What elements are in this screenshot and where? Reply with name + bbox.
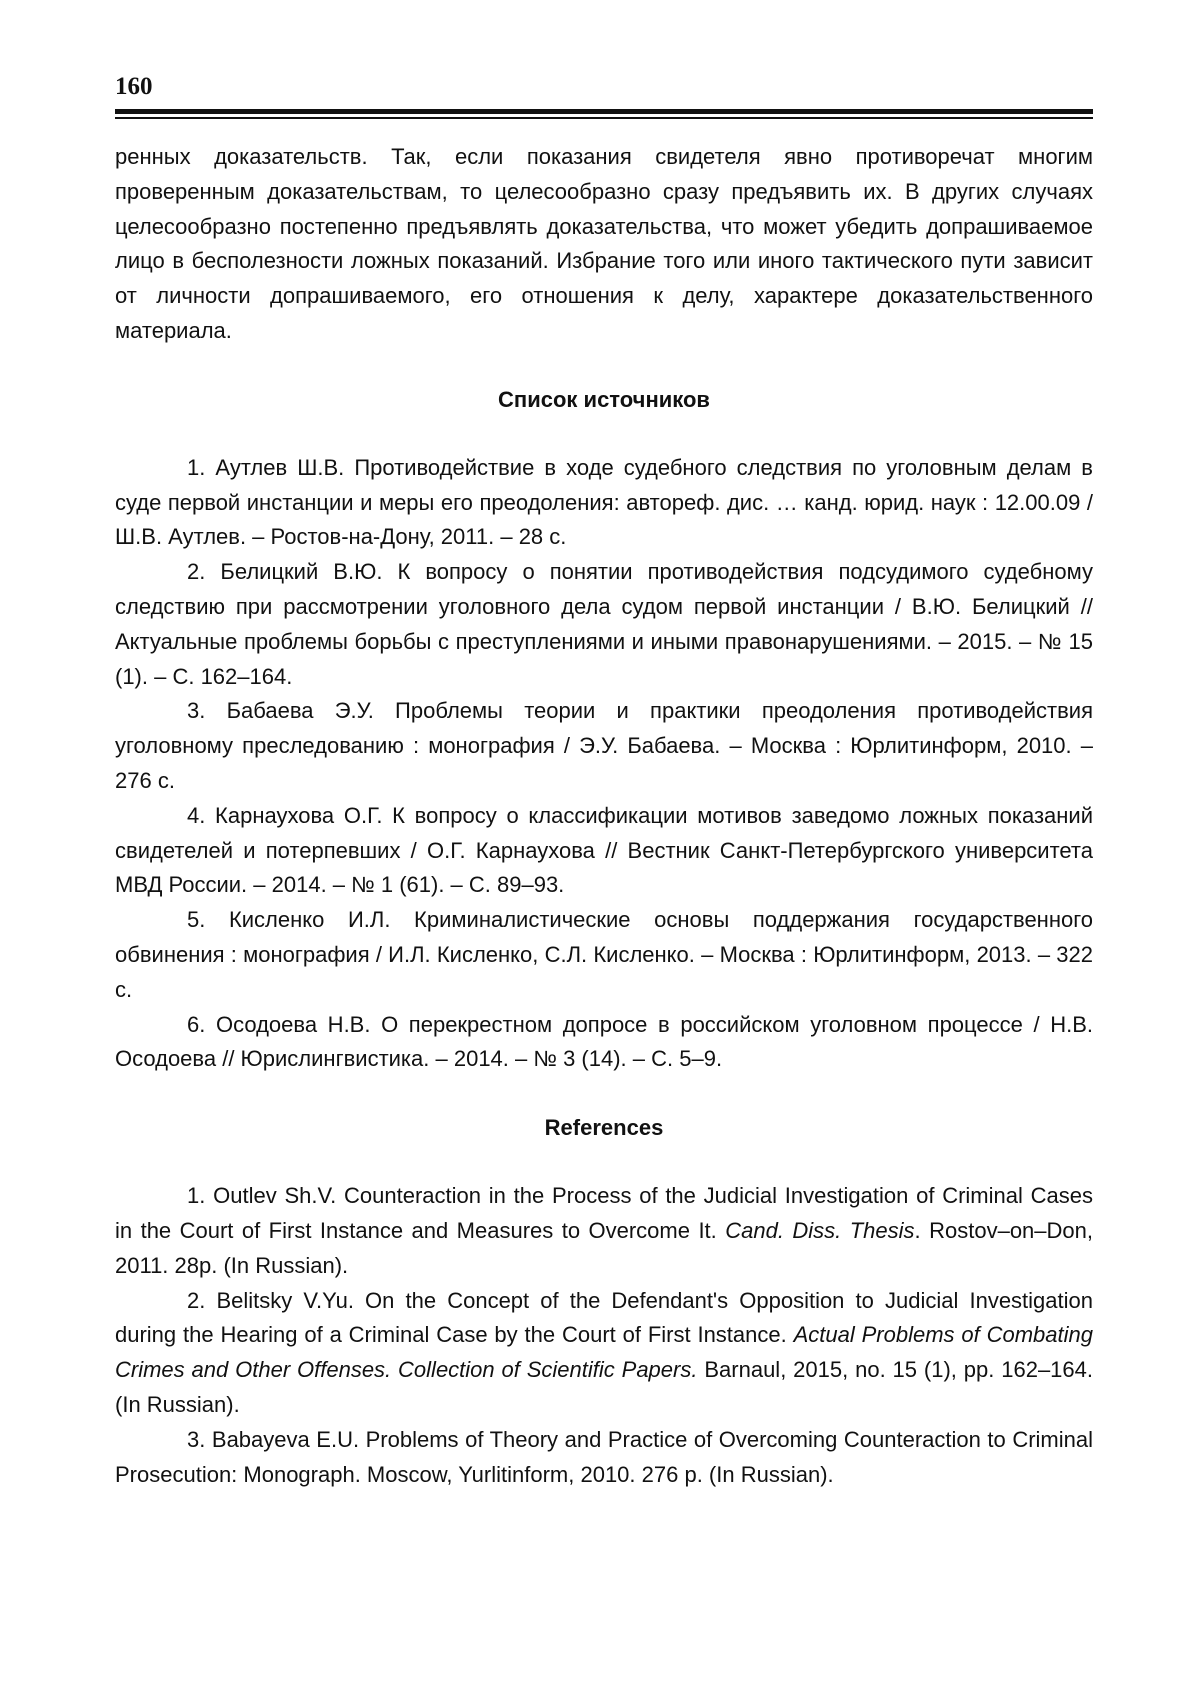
source-item: 2. Белицкий В.Ю. К вопросу о понятии противодействия подсудимого судебному следствию при рассмотрении уголовного дела судом первой инстанции / В.Ю. Белицкий // Актуальные проблемы борьбы с преступлениями и иными правонарушениями. – 2015. – № 15 (1). – С. 162–164. xyxy=(115,559,1093,689)
reference-italic-text: Cand. Diss. Thesis xyxy=(725,1217,915,1243)
reference-tail-text: . Rostov–on–Don, 2011. 28p. (In Russian). xyxy=(115,1217,1093,1278)
reference-italic-text: Actual Problems of Combating Crimes and Other Offenses. Collection of Scientific Papers. xyxy=(115,1322,1093,1383)
intro-paragraph: ренных доказательств. Так, если показания свидетеля явно противоречат многим проверенным доказательствам, то целесообразно сразу предъявить их. В других случаях целесообразно постепенно предъявлять доказательства, что может убедить допрашиваемое лицо в бесполезности ложных показаний. Избрание того или иного тактического пути зависит от личности допрашиваемого, его отношения к делу, характере доказательственного материала. xyxy=(115,144,1093,343)
header-rule-thick xyxy=(115,109,1093,114)
source-item: 3. Бабаева Э.У. Проблемы теории и практики преодоления противодействия уголовному преследованию : монография / Э.У. Бабаева. – Москва : Юрлитинформ, 2010. – 276 с. xyxy=(115,698,1093,793)
source-item: 5. Кисленко И.Л. Криминалистические основы поддержания государственного обвинения : монография / И.Л. Кисленко, С.Л. Кисленко. – Москва : Юрлитинформ, 2013. – 322 с. xyxy=(115,907,1093,1002)
source-item: 1. Аутлев Ш.В. Противодействие в ходе судебного следствия по уголовным делам в суде первой инстанции и меры его преодоления: автореф. дис. … канд. юрид. наук : 12.00.09 / Ш.В. Аутлев. – Ростов-на-Дону, 2011. – 28 с. xyxy=(115,454,1093,550)
reference-tail-text: Barnaul, 2015, no. 15 (1), pp. 162–164. (In Russian). xyxy=(115,1357,1093,1417)
page-number: 160 xyxy=(115,73,153,100)
reference-item xyxy=(115,1284,1093,1423)
reference-item xyxy=(115,1423,1093,1493)
reference-item xyxy=(115,1179,1093,1283)
reference-main-text: 1. Outlev Sh.V. Counteraction in the Process of the Judicial Investigation of Criminal Cases in the Court of First Instance and Measures to Overcome It. xyxy=(115,1183,1093,1243)
article-body xyxy=(115,140,1093,1492)
source-item: 6. Осодоева Н.В. О перекрестном допросе в российском уголовном процессе / Н.В. Осодоева // Юрислингвистика. – 2014. – № 3 (14). – С. 5–9. xyxy=(115,1011,1093,1072)
header-rule-thin xyxy=(115,117,1093,119)
reference-main-text: 2. Belitsky V.Yu. On the Concept of the Defendant's Opposition to Judicial Investigation during the Hearing of a Criminal Case by the Court of First Instance. xyxy=(115,1287,1093,1348)
source-item: 4. Карнаухова О.Г. К вопросу о классификации мотивов заведомо ложных показаний свидетелей и потерпевших / О.Г. Карнаухова // Вестник Санкт-Петербургского университета МВД России. – 2014. – № 1 (61). – С. 89–93. xyxy=(115,802,1093,898)
sources-heading: Список источников xyxy=(498,386,710,412)
references-heading: References xyxy=(544,1115,664,1141)
reference-main-text: 3. Babayeva E.U. Problems of Theory and Practice of Overcoming Counteraction to Criminal Prosecution: Monograph. Moscow, Yurlitinform, 2010. 276 p. (In Russian). xyxy=(115,1426,1093,1487)
